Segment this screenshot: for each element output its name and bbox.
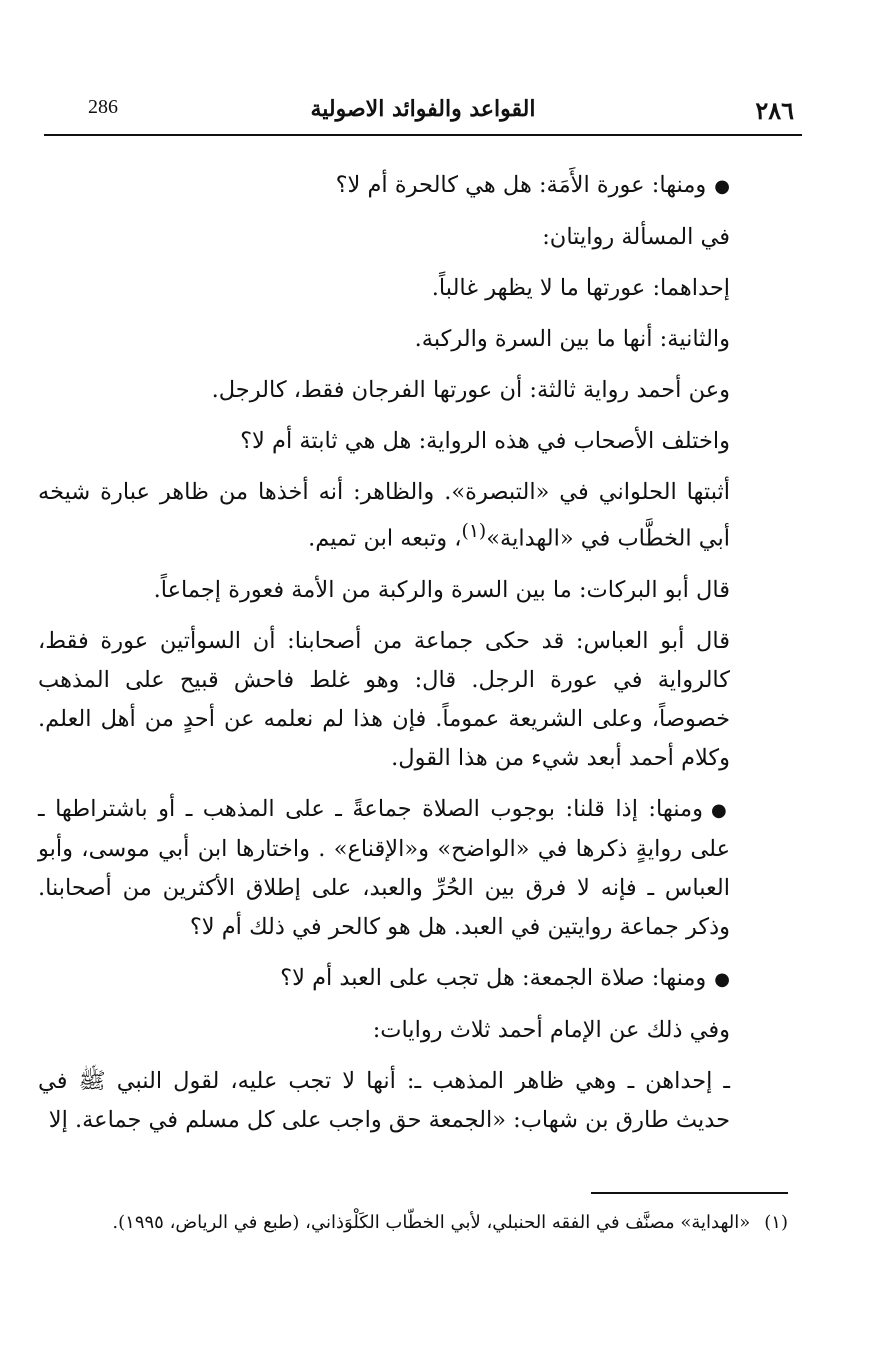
paragraph: ●ومنها: عورة الأَمَة: هل هي كالحرة أم لا؟ — [335, 172, 730, 198]
paragraph: قال أبو البركات: ما بين السرة والركبة من الأمة فعورة إجماعاً. — [153, 576, 730, 603]
paragraph: واختلف الأصحاب في هذه الرواية: هل هي ثابتة أم لا؟ — [240, 428, 730, 454]
bullet-icon: ● — [714, 968, 730, 990]
paragraph: قال أبو العباس: قد حكى جماعة من أصحابنا: أن السوأتين عورة فقط، كالرواية في عورة الرجل. قال: وهو غلط فاحش قبيح على المذهب خصوصاً، وعلى الشريعة عموماً. فإن هذا لم نعلمه عن أحدٍ من أهل العلم. وكلام أحمد أبعد شيء من هذا القول. — [38, 627, 730, 771]
footnote-marker: (١) — [764, 1212, 788, 1233]
paragraph: أثبتها الحلواني في «التبصرة». والظاهر: أنه أخذها من ظاهر عبارة شيخه أبي الخطَّاب في «الهداية»$^{(١)}$، وتبعه ابن تميم. — [38, 479, 730, 552]
paragraph: ـ إحداهن ـ وهي ظاهر المذهب ـ: أنها لا تجب عليه، لقول النبي ﷺ في حديث طارق بن شهاب: «الجمعة حق واجب على كل مسلم في جماعة. إلا — [38, 1067, 730, 1133]
bullet-icon: ● — [710, 799, 730, 821]
footnote-text: «الهداية» مصنَّف في الفقه الحنبلي، لأبي الخطّاب الكَلْوَذاني، (طبع في الرياض، ١٩٩٥). — [112, 1212, 751, 1233]
paragraph: وفي ذلك عن الإمام أحمد ثلاث روايات: — [372, 1016, 730, 1043]
paragraph: ●ومنها: صلاة الجمعة: هل تجب على العبد أم لا؟ — [280, 964, 730, 991]
page-number-arabic: ٢٨٦ — [755, 96, 794, 125]
paragraph: ●ومنها: إذا قلنا: بوجوب الصلاة جماعةً ـ على المذهب ـ أو باشتراطها ـ على روايةٍ ذكرها في «الواضح» و«الإقناع» . واختارها ابن أبي موسى، وأبو العباس ـ فإنه لا فرق بين الحُرِّ والعبد، على إطلاق الأكثرين من أصحابنا. وذكر جماعة روايتين في العبد. هل هو كالحر في ذلك أم لا؟ — [38, 795, 730, 940]
running-header — [44, 94, 802, 136]
paragraph: وعن أحمد رواية ثالثة: أن عورتها الفرجان فقط، كالرجل. — [211, 377, 730, 403]
main-text — [38, 166, 788, 1152]
footnote-divider — [591, 1192, 788, 1194]
footnote-reference[interactable]: (١) — [461, 521, 487, 542]
paragraph: إحداهما: عورتها ما لا يظهر غالباً. — [431, 275, 730, 301]
bullet-icon: ● — [714, 176, 730, 197]
paragraph: في المسألة روايتان: — [542, 224, 730, 250]
footnote — [44, 1208, 788, 1238]
paragraph: والثانية: أنها ما بين السرة والركبة. — [414, 326, 730, 352]
page-number-latin: 286 — [88, 96, 118, 118]
running-title: القواعد والفوائد الاصولية — [310, 96, 536, 122]
